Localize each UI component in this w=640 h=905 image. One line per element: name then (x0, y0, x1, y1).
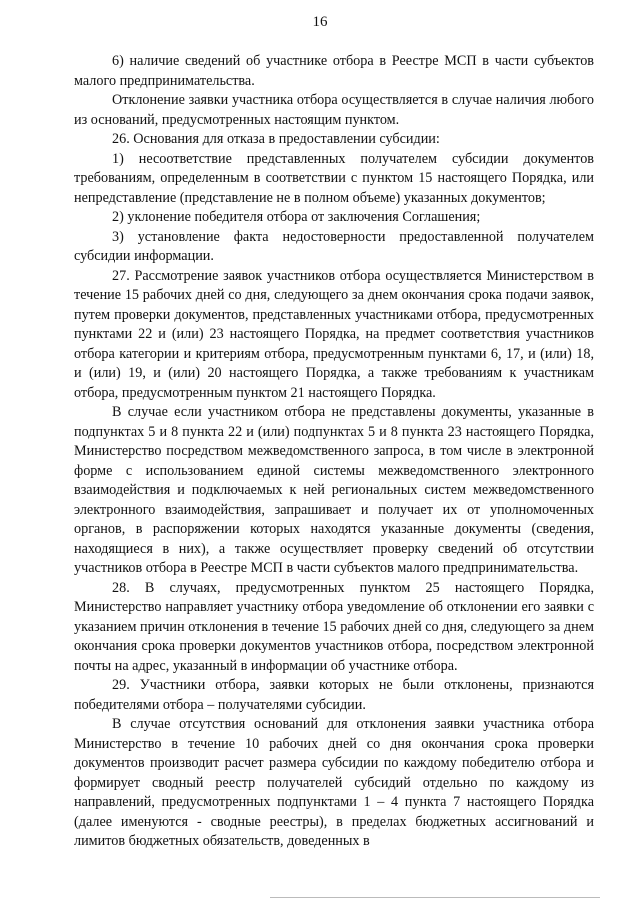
paragraph-item-26-1: 1) несоответствие представленных получателем субсидии документов требованиям, определенным в соответствии с пунктом 15 настоящего Порядка, или непредставление (представление не в полном объеме) указанных документов; (74, 150, 594, 206)
paragraph-msp-registry: 6) наличие сведений об участнике отбора в Реестре МСП в части субъектов малого предпринимательства. (74, 53, 594, 89)
document-body (74, 52, 594, 852)
paragraph-item-29: 29. Участники отбора, заявки которых не были отклонены, признаются победителями отбора – получателями субсидии. (74, 677, 594, 713)
paragraph-item-26-heading: 26. Основания для отказа в предоставлении субсидии: (112, 131, 440, 147)
paragraph-rejection-rule: Отклонение заявки участника отбора осуществляется в случае наличия любого из оснований, предусмотренных настоящим пунктом. (74, 92, 594, 128)
paragraph-item-26-2: 2) уклонение победителя отбора от заключения Соглашения; (112, 209, 481, 225)
paragraph-item-27-continued: В случае если участником отбора не представлены документы, указанные в подпунктах 5 и 8 пункта 22 и (или) подпунктах 5 и 8 пункта 23 настоящего Порядка, Министерство посредством межведомственного запроса, в том числе в электронной форме с использованием единой системы межведомственного электронного взаимодействия и подключаемых к ней региональных систем межведомственного электронного взаимодействия, запрашивает и получает их от уполномоченных органов, в распоряжении которых находятся указанные документы (сведения, находящиеся в них), а также осуществляет проверку сведений об отсутствии участников отбора в Реестре МСП в части субъектов малого предпринимательства. (74, 404, 594, 576)
paragraph-item-27: 27. Рассмотрение заявок участников отбора осуществляется Министерством в течение 15 рабочих дней со дня, следующего за днем окончания срока подачи заявок, путем проверки документов, представленных участниками отбора, предусмотренных пунктами 22 и (или) 23 настоящего Порядка, на предмет соответствия участников отбора категории и критериям отбора, предусмотренным пунктами 6, 17, и (или) 18, и (или) 19, и (или) 20 настоящего Порядка, а также требованиям к участникам отбора, предусмотренным пунктом 21 настоящего Порядка. (74, 267, 594, 401)
page-number: 16 (312, 14, 328, 30)
bottom-divider (270, 897, 600, 898)
paragraph-item-28: 28. В случаях, предусмотренных пунктом 25 настоящего Порядка, Министерство направляет участнику отбора уведомление об отклонении его заявки с указанием причин отклонения в течение 15 рабочих дней со дня, следующего за днем окончания срока проверки документов участников отбора, посредством электронной почты на адрес, указанный в информации об участнике отбора. (74, 579, 594, 674)
paragraph-item-26-3: 3) установление факта недостоверности предоставленной получателем субсидии информации. (74, 228, 594, 264)
paragraph-item-29-continued: В случае отсутствия оснований для отклонения заявки участника отбора Министерство в течение 10 рабочих дней со дня окончания срока проверки документов производит расчет размера субсидии по каждому победителю отбора и формирует сводный реестр получателей субсидий отдельно по каждому из направлений, предусмотренных подпунктами 1 – 4 пункта 7 настоящего Порядка (далее именуются - сводные реестры), в пределах бюджетных ассигнований и лимитов бюджетных обязательств, доведенных в (74, 716, 594, 849)
